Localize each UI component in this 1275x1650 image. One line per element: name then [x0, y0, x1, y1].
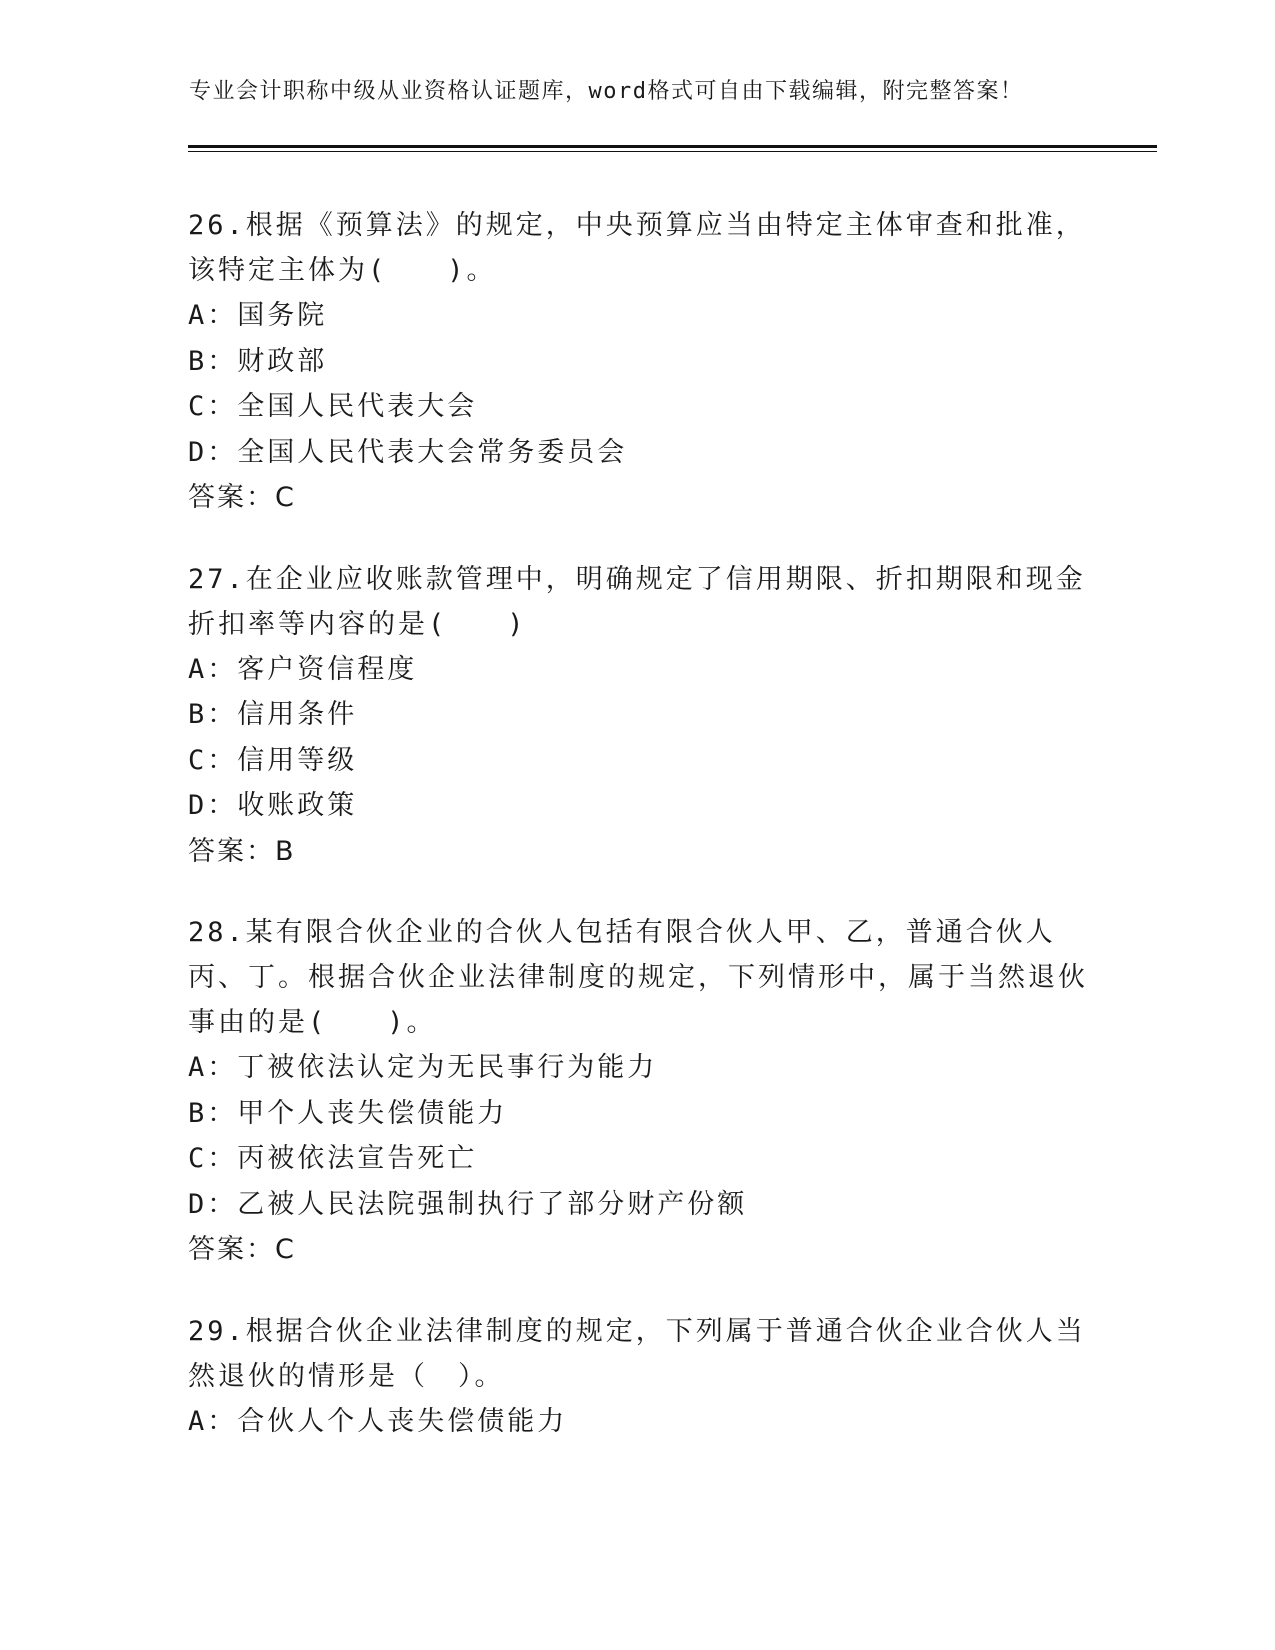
question-stem: 27.在企业应收账款管理中，明确规定了信用期限、折扣期限和现金折扣率等内容的是( ) [188, 563, 1086, 640]
question-stem: 26.根据《预算法》的规定，中央预算应当由特定主体审查和批准，该特定主体为( )。 [188, 210, 1086, 286]
option-c: C：丙被依法宣告死亡 [188, 1143, 478, 1174]
option-c: C：全国人民代表大会 [188, 391, 478, 422]
option-c: C：信用等级 [188, 744, 358, 776]
answer-line: 答案：C [188, 1234, 296, 1265]
answer-line: 答案：C [188, 482, 296, 513]
question-29 [188, 1309, 1088, 1445]
question-list [188, 203, 1088, 1444]
question-27 [188, 557, 1088, 875]
option-d: D：收账政策 [188, 790, 358, 821]
option-a: A：合伙人个人丧失偿债能力 [188, 1405, 568, 1437]
page-header: 专业会计职称中级从业资格认证题库，word格式可自由下载编辑，附完整答案！ [189, 79, 1024, 104]
question-28 [188, 910, 1088, 1273]
question-stem: 29.根据合伙企业法律制度的规定，下列属于普通合伙企业合伙人当然退伙的情形是（ ）。 [188, 1315, 1086, 1392]
question-26 [188, 203, 1088, 521]
option-a: A：国务院 [188, 300, 328, 331]
option-b: B：财政部 [188, 345, 328, 377]
option-d: D：乙被人民法院强制执行了部分财产份额 [188, 1188, 748, 1220]
header-divider-thick [188, 145, 1157, 148]
question-stem: 28.某有限合伙企业的合伙人包括有限合伙人甲、乙，普通合伙人丙、丁。根据合伙企业法律制度的规定，下列情形中，属于当然退伙事由的是( )。 [188, 917, 1088, 1038]
option-b: B：信用条件 [188, 699, 358, 730]
answer-line: 答案：B [188, 835, 296, 867]
option-a: A：丁被依法认定为无民事行为能力 [188, 1052, 658, 1083]
header-divider-thin [188, 151, 1157, 152]
option-b: B：甲个人丧失偿债能力 [188, 1097, 508, 1129]
option-a: A：客户资信程度 [188, 653, 418, 685]
option-d: D：全国人民代表大会常务委员会 [188, 436, 628, 468]
